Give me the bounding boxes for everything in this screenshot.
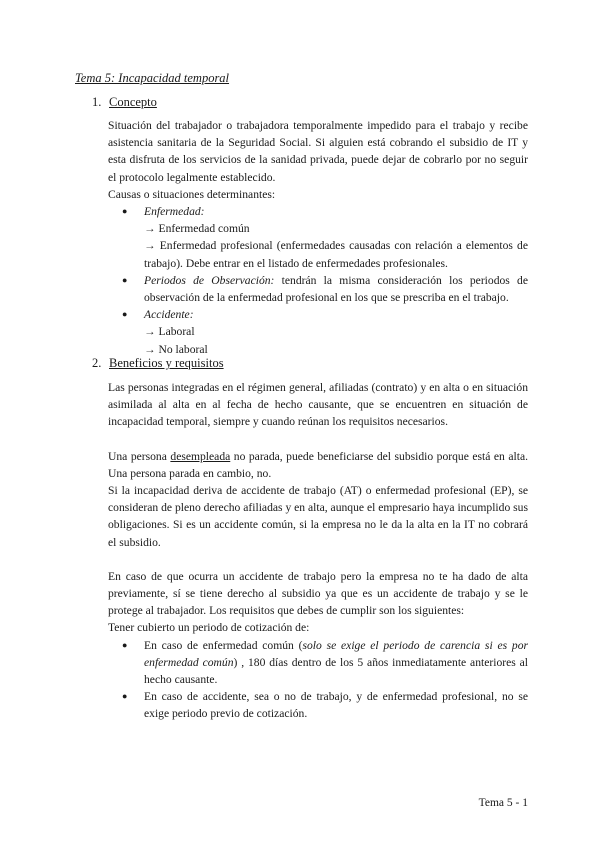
accidente-alta-paragraph: En caso de que ocurra un accidente de trabajo pero la empresa no te ha dado de alta previamente, sí se tiene derecho al subsidio ya que es un accidente de trabajo y se le protege al trabajador. Los requisitos que debes de cumplir son los siguientes: — [108, 569, 528, 618]
section-1-body — [108, 117, 528, 358]
req1-text-a: En caso de enfermedad común ( — [144, 638, 303, 652]
page-title: Tema 5: Incapacidad temporal — [75, 71, 230, 85]
section-1-heading — [92, 95, 157, 110]
enfermedad-profesional: → Enfermedad profesional (enfermedades causadas con relación a elementos de trabajo). Debe entrar en el listado de enfermedades profesionales. — [144, 239, 528, 270]
periodos-label: Periodos de Observación: — [144, 273, 275, 287]
cause-enfermedad — [108, 203, 528, 220]
beneficiarios-paragraph: Las personas integradas en el régimen general, afiliadas (contrato) y en alta o en situación asimilada al alta en al fecha de hecho causante, que se encuentren en situación de incapacidad temporal, siempre y cuando reúnan los requisitos necesarios. — [108, 381, 528, 429]
desempleada-text-b: no parada, puede beneficiarse del subsidio porque está en alta. Una persona parada en cambio, no. — [108, 449, 528, 480]
enfermedad-label: Enfermedad: — [144, 205, 205, 219]
causes-list-2 — [108, 272, 528, 324]
accidente-laboral: → Laboral — [144, 325, 195, 339]
causes-intro: Causas o situaciones determinantes: — [108, 187, 276, 201]
accidente-no-laboral: → No laboral — [144, 342, 208, 356]
req1-emphasis: solo se exige el periodo de carencia si es por enfermedad común — [144, 638, 528, 669]
requisitos-list — [108, 637, 528, 723]
desempleada-text-a: Una persona — [108, 449, 171, 463]
periodos-text: tendrán la misma consideración los periodos de observación de la enfermedad profesional en los que se prescriba en el trabajo. — [144, 273, 528, 305]
requisito-enfermedad-comun — [108, 637, 528, 689]
concepto-paragraph: Situación del trabajador o trabajadora temporalmente impedido para el trabajo y recibe asistencia sanitaria de la Seguridad Social. Si alguien está cobrando el subsidio de IT y esta disfruta de los servicios de la sanidad privada, puede dejar de cobrarlo por no seguir el protocolo legalmente establecido. — [108, 119, 528, 184]
section-2-heading — [92, 356, 224, 371]
req1-text-b: ) , 180 días dentro de los 5 años inmediatamente anteriores al hecho causante. — [144, 655, 528, 687]
enfermedad-comun: → Enfermedad común — [144, 222, 250, 236]
page-footer: Tema 5 - 1 — [478, 797, 528, 809]
desempleada-term: desempleada — [170, 449, 231, 463]
accidente-label: Accidente: — [144, 308, 194, 322]
desempleada-paragraph — [108, 448, 528, 482]
section-1-label: Concepto — [109, 95, 157, 109]
requisito-accidente: ● En caso de accidente, sea o no de trabajo, y de enfermedad profesional, no se exige periodo previo de cotización. — [108, 688, 528, 722]
causes-list — [108, 203, 528, 220]
requisitos-intro: Tener cubierto un periodo de cotización de: — [108, 621, 310, 635]
cause-accidente — [108, 306, 528, 323]
cause-periodos — [108, 272, 528, 306]
at-ep-paragraph: Si la incapacidad deriva de accidente de trabajo (AT) o enfermedad profesional (EP), se consideran de pleno derecho afiliadas y en alta, aunque el empresario haya incumplido sus obligaciones. Si es un accidente común, si la empresa no le da la alta en la IT no cobrará el subsidio. — [108, 484, 528, 549]
section-1-number: 1. — [92, 95, 102, 109]
section-2-number: 2. — [92, 356, 102, 370]
section-2-label: Beneficios y requisitos — [109, 356, 224, 370]
section-2-body — [108, 379, 528, 723]
